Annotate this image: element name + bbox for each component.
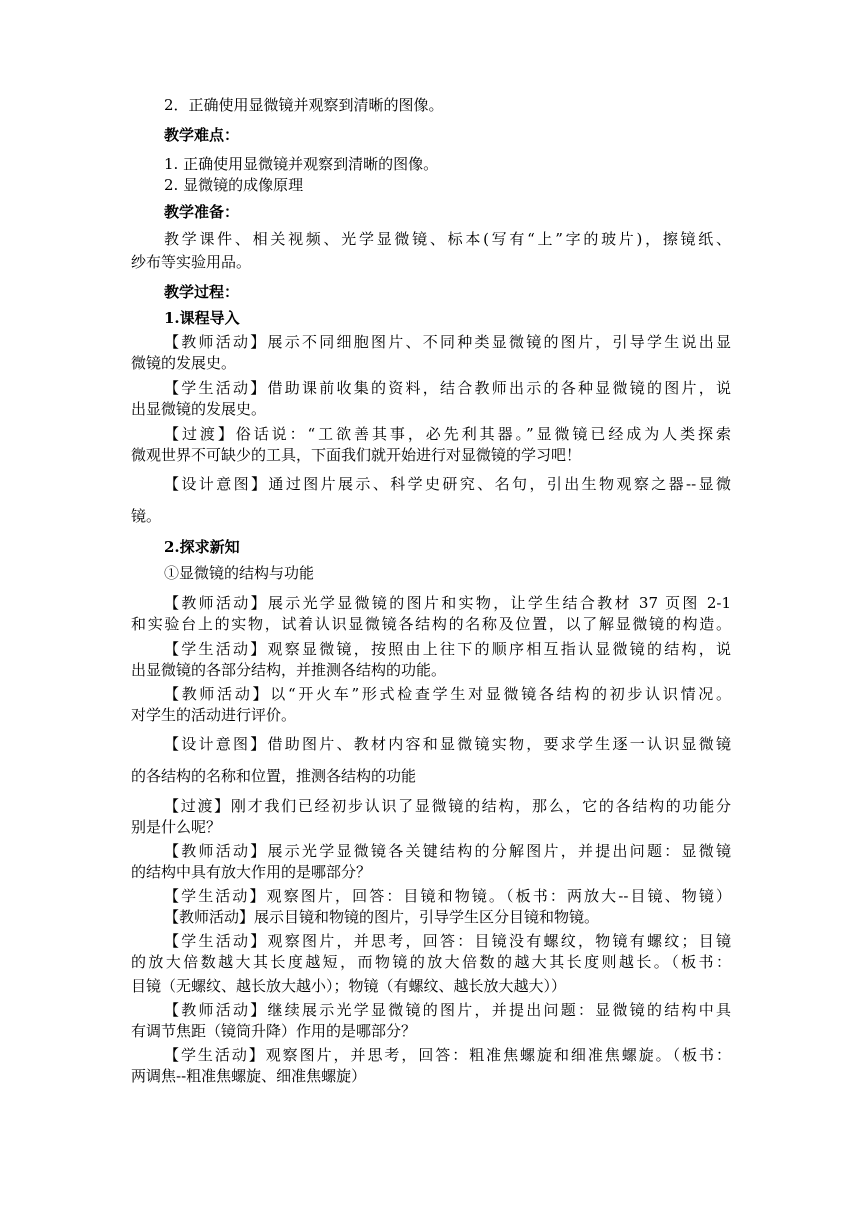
paragraph-line: 的各结构的名称和位置，推测各结构的功能 [131,767,417,785]
paragraph-line: 【学生活动】观察图片，并思考，回答：粗准焦螺旋和细准焦螺旋。（板书： [164,1046,731,1064]
paragraph-line: 1. 正确使用显微镜并观察到清晰的图像。 [164,155,439,173]
document-page [131,0,731,1216]
paragraph-line: 目镜（无螺纹、越长放大越小）；物镜（有螺纹、越长放大越大）） [131,977,567,995]
paragraph-line: 【学生活动】观察显微镜，按照由上往下的顺序相互指认显微镜的结构，说 [164,640,731,658]
paragraph-line: 微镜的发展史。 [131,354,237,372]
paragraph-line: 【设计意图】通过图片展示、科学史研究、名句，引出生物观察之器--显微 [164,475,731,493]
paragraph-line: ①显微镜的结构与功能 [164,564,315,582]
section-heading: 教学过程： [164,283,240,301]
paragraph-line: 【过渡】俗话说：“工欲善其事，必先利其器。”显微镜已经成为人类探索 [164,425,731,443]
paragraph-line: 【学生活动】观察图片，并思考，回答：目镜没有螺纹，物镜有螺纹；目镜 [164,932,731,950]
paragraph-line: 的放大倍数越大其长度越短，而物镜的放大倍数的越大其长度则越长。（板书： [131,953,731,971]
paragraph-line: 对学生的活动进行评价。 [131,706,297,724]
paragraph-line: 【过渡】刚才我们已经初步认识了显微镜的结构，那么，它的各结构的功能分 [164,797,731,815]
section-heading: 2.探求新知 [164,538,240,556]
paragraph-line: 纱布等实验用品。 [131,253,252,271]
paragraph-line: 别是什么呢？ [131,818,222,836]
paragraph-line: 【教师活动】继续展示光学显微镜的图片，并提出问题：显微镜的结构中具 [164,1001,731,1019]
paragraph-line: 【教师活动】展示目镜和物镜的图片，引导学生区分目镜和物镜。 [164,908,600,926]
paragraph-line: 的结构中具有放大作用的是哪部分？ [131,863,372,881]
paragraph-line: 和实验台上的实物，试着认识显微镜各结构的名称及位置，以了解显微镜的构造。 [131,615,731,633]
section-heading: 1.课程导入 [164,309,240,327]
paragraph-line: 教学课件、相关视频、光学显微镜、标本(写有“上”字的玻片)，擦镜纸、 [164,230,731,248]
paragraph-line: 【学生活动】观察图片，回答：目镜和物镜。（板书：两放大--目镜、物镜） [164,887,731,905]
paragraph-line: 2．正确使用显微镜并观察到清晰的图像。 [164,96,444,114]
paragraph-line: 两调焦--粗准焦螺旋、细准焦螺旋） [131,1067,367,1085]
paragraph-line: 出显微镜的发展史。 [131,400,267,418]
paragraph-line: 有调节焦距（镜筒升降）作用的是哪部分？ [131,1022,417,1040]
paragraph-line: 【教师活动】展示光学显微镜的图片和实物，让学生结合教材 37 页图 2-1 [164,594,731,612]
paragraph-line: 出显微镜的各部分结构，并推测各结构的功能。 [131,661,447,679]
paragraph-line: 微观世界不可缺少的工具，下面我们就开始进行对显微镜的学习吧！ [131,446,582,464]
section-heading: 教学难点： [164,126,240,144]
paragraph-line: 【教师活动】展示光学显微镜各关键结构的分解图片，并提出问题：显微镜 [164,842,731,860]
paragraph-line: 2. 显微镜的成像原理 [164,176,304,194]
paragraph-line: 【学生活动】借助课前收集的资料，结合教师出示的各种显微镜的图片，说 [164,379,731,397]
paragraph-line: 【教师活动】以“开火车”形式检查学生对显微镜各结构的初步认识情况。 [164,685,731,703]
section-heading: 教学准备： [164,203,240,221]
paragraph-line: 【设计意图】借助图片、教材内容和显微镜实物，要求学生逐一认识显微镜 [164,735,731,753]
paragraph-line: 【教师活动】展示不同细胞图片、不同种类显微镜的图片，引导学生说出显 [164,333,731,351]
paragraph-line: 镜。 [131,507,162,525]
